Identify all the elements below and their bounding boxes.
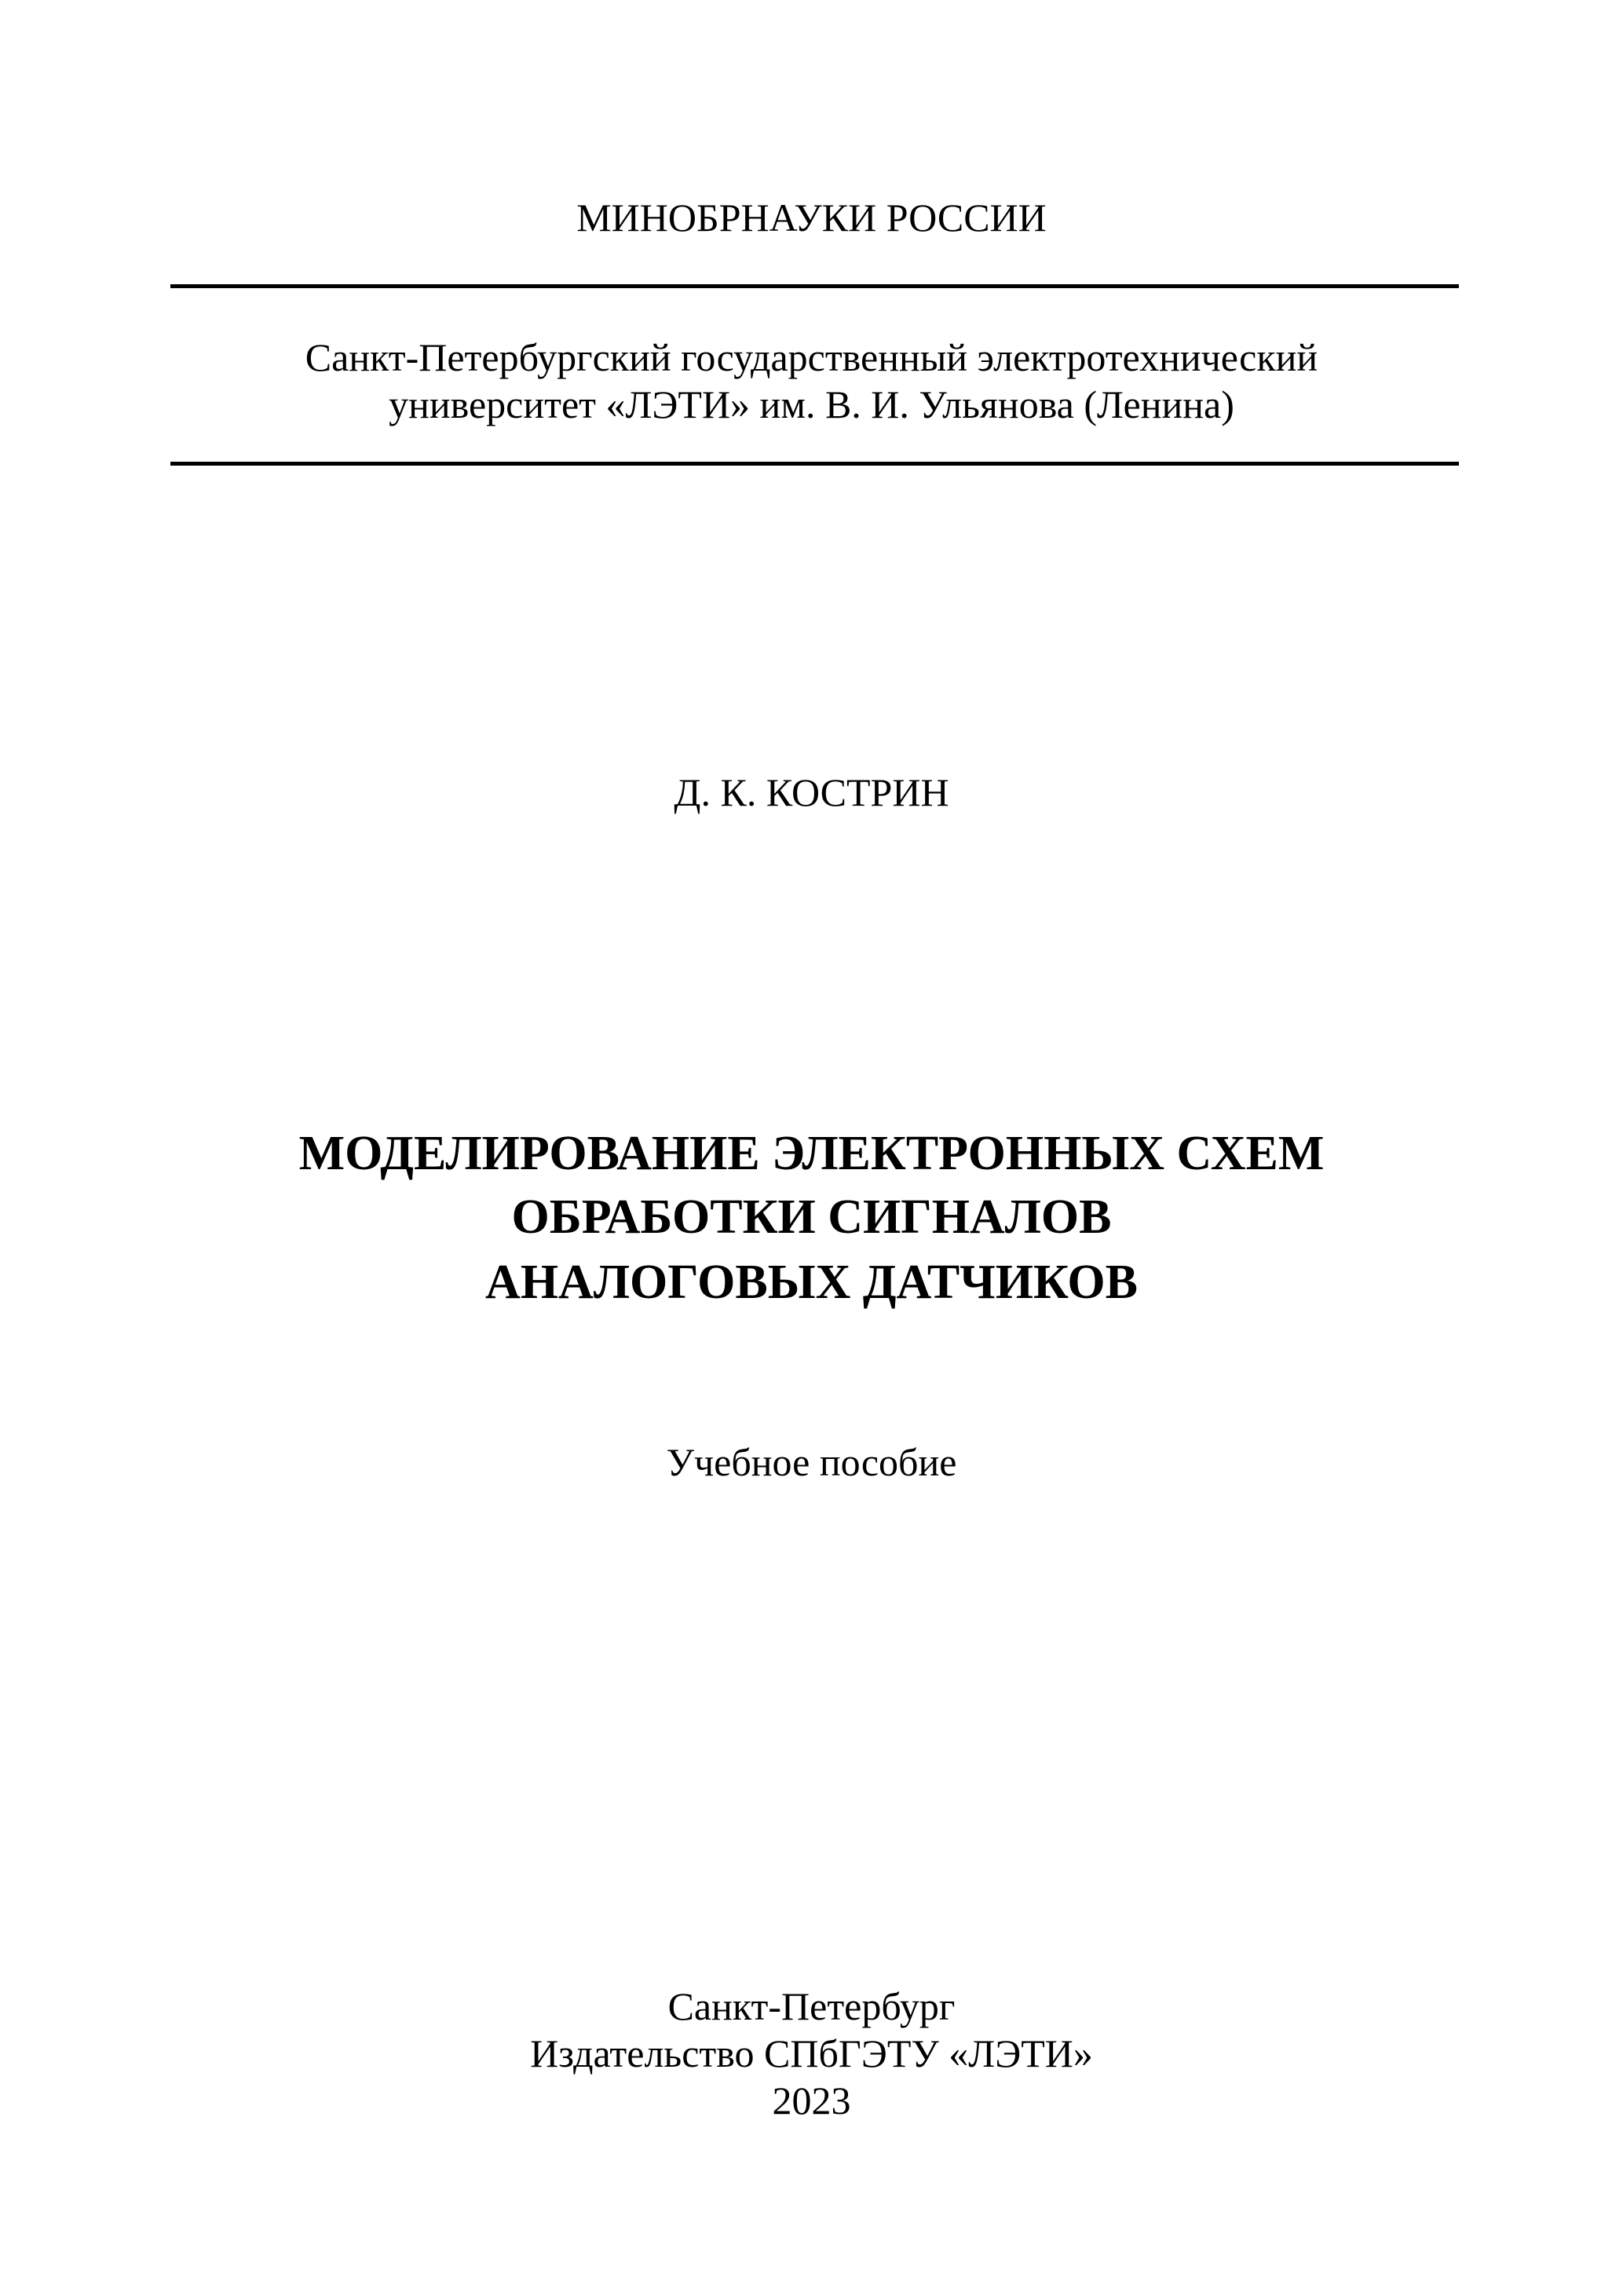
university-name-line-1: Санкт-Петербургский государственный электротехнический: [305, 335, 1318, 379]
book-title-line-3: АНАЛОГОВЫХ ДАТЧИКОВ: [485, 1256, 1138, 1309]
document-type: Учебное пособие: [666, 1440, 957, 1484]
bottom-divider: [170, 462, 1459, 466]
imprint-city: Санкт-Петербург: [667, 1984, 956, 2028]
author-name: Д. К. КОСТРИН: [674, 770, 949, 814]
book-title-line-1: МОДЕЛИРОВАНИЕ ЭЛЕКТРОННЫХ СХЕМ: [298, 1127, 1325, 1180]
university-name-line-2: университет «ЛЭТИ» им. В. И. Ульянова (Ленина): [389, 382, 1234, 426]
book-title-line-2: ОБРАБОТКИ СИГНАЛОВ: [511, 1190, 1112, 1244]
ministry-name: МИНОБРНАУКИ РОССИИ: [576, 196, 1047, 239]
imprint-year: 2023: [772, 2078, 851, 2122]
top-divider: [170, 284, 1459, 288]
imprint-publisher: Издательство СПбГЭТУ «ЛЭТИ»: [530, 2031, 1093, 2075]
